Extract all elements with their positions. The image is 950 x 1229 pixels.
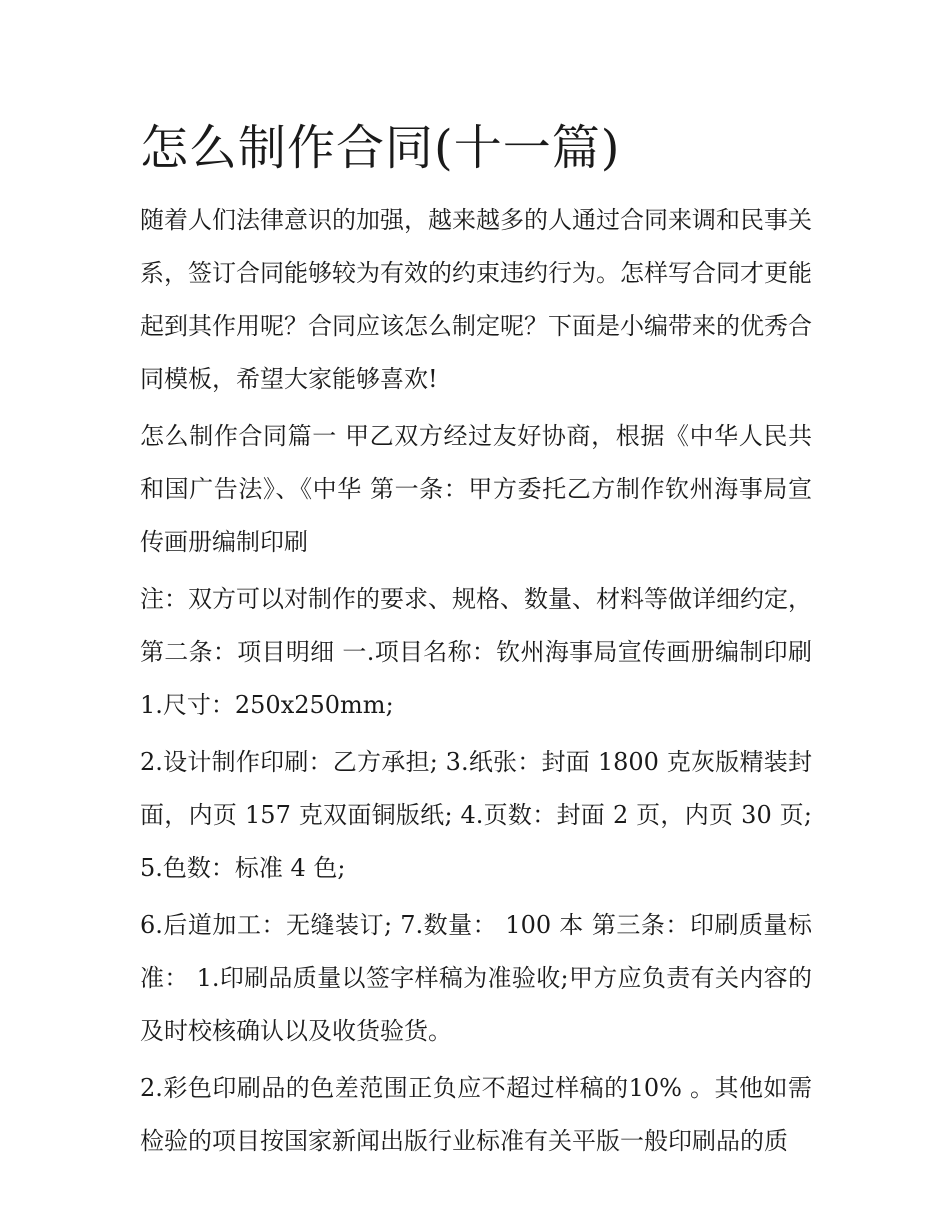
document-body: [140, 112, 812, 1172]
document-title: 怎么制作合同(十一篇): [140, 120, 621, 176]
paragraph-intro: 随着人们法律意识的加强，越来越多的人通过合同来调和民事关系，签订合同能够较为有效的约束违约行为。怎样写合同才更能起到其作用呢？合同应该怎么制定呢？下面是小编带来的优秀合同模板，希望大家能够喜欢!: [140, 206, 812, 393]
paragraph-design-printing: 2.设计制作印刷：乙方承担; 3.纸张：封面 1800 克灰版精装封面，内页 157 克双面铜版纸; 4.页数：封面 2 页，内页 30 页; 5.色数：标准 4 色;: [140, 748, 812, 882]
paragraph-contract-1: 怎么制作合同篇一 甲乙双方经过友好协商，根据《中华人民共和国广告法》、《中华 第一条：甲方委托乙方制作钦州海事局宣传画册编制印刷: [140, 422, 812, 556]
paragraph-post-processing: 6.后道加工：无缝装订; 7.数量： 100 本 第三条：印刷质量标准： 1.印刷品质量以签字样稿为准验收;甲方应负责有关内容的及时校核确认以及收货验货。: [140, 911, 812, 1045]
paragraph-color-difference: 2.彩色印刷品的色差范围正负应不超过样稿的10% 。其他如需检验的项目按国家新闻出版行业标准有关平版一般印刷品的质: [140, 1074, 812, 1155]
paragraph-note-article-2: 注：双方可以对制作的要求、规格、数量、材料等做详细约定， 第二条：项目明细 一.项目名称：钦州海事局宣传画册编制印刷 1.尺寸：250x250mm;: [140, 585, 812, 719]
